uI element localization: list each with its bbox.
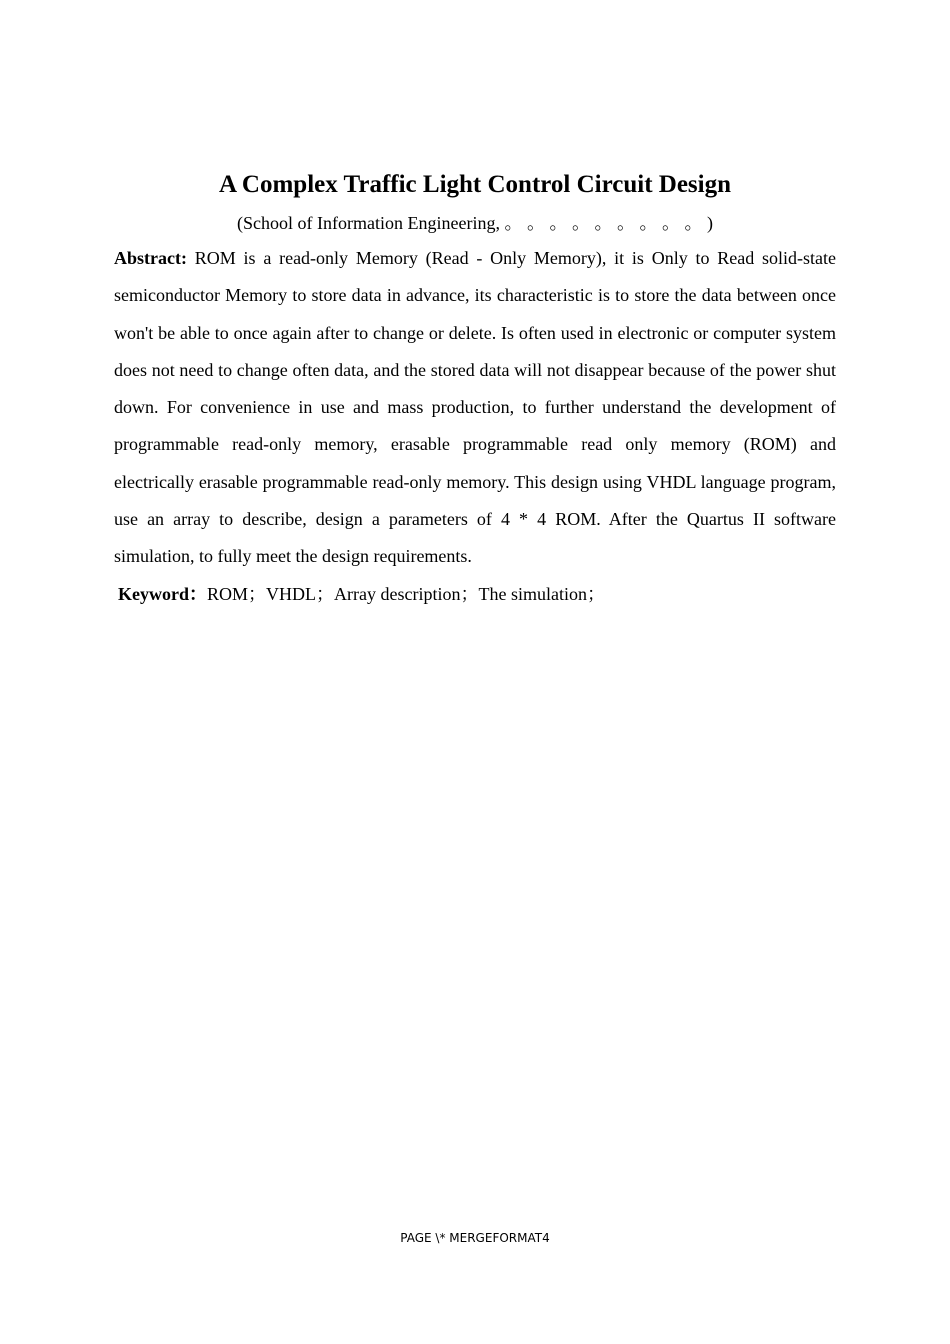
abstract-label: Abstract: <box>114 248 187 268</box>
author-affiliation: (School of Information Engineering, 。 。 。 。 。 。 。 。 。 ) <box>237 213 713 233</box>
abstract-paragraph <box>114 240 836 576</box>
keywords-text: ROM；VHDL；Array description；The simulation； <box>207 584 605 604</box>
abstract-text: ROM is a read-only Memory (Read - Only Memory), it is Only to Read solid-state semiconductor Memory to store data in advance, its characteristic is to store the data between once won't be able to once again after to change or delete. Is often used in electronic or computer system does not need to change often data, and the stored data will not disappear because of the power shut down. For convenience in use and mass production, to further understand the development of programmable read-only memory, erasable programmable read only memory (ROM) and electrically erasable programmable read-only memory. This design using VHDL language program, use an array to describe, design a parameters of 4 * 4 ROM. After the Quartus II software simulation, to fully meet the design requirements. <box>114 248 836 567</box>
page-footer: PAGE \* MERGEFORMAT4 <box>400 1231 550 1245</box>
keywords-label: Keyword： <box>118 584 207 604</box>
keywords-line <box>118 578 836 610</box>
document-title: A Complex Traffic Light Control Circuit Design <box>218 171 732 198</box>
